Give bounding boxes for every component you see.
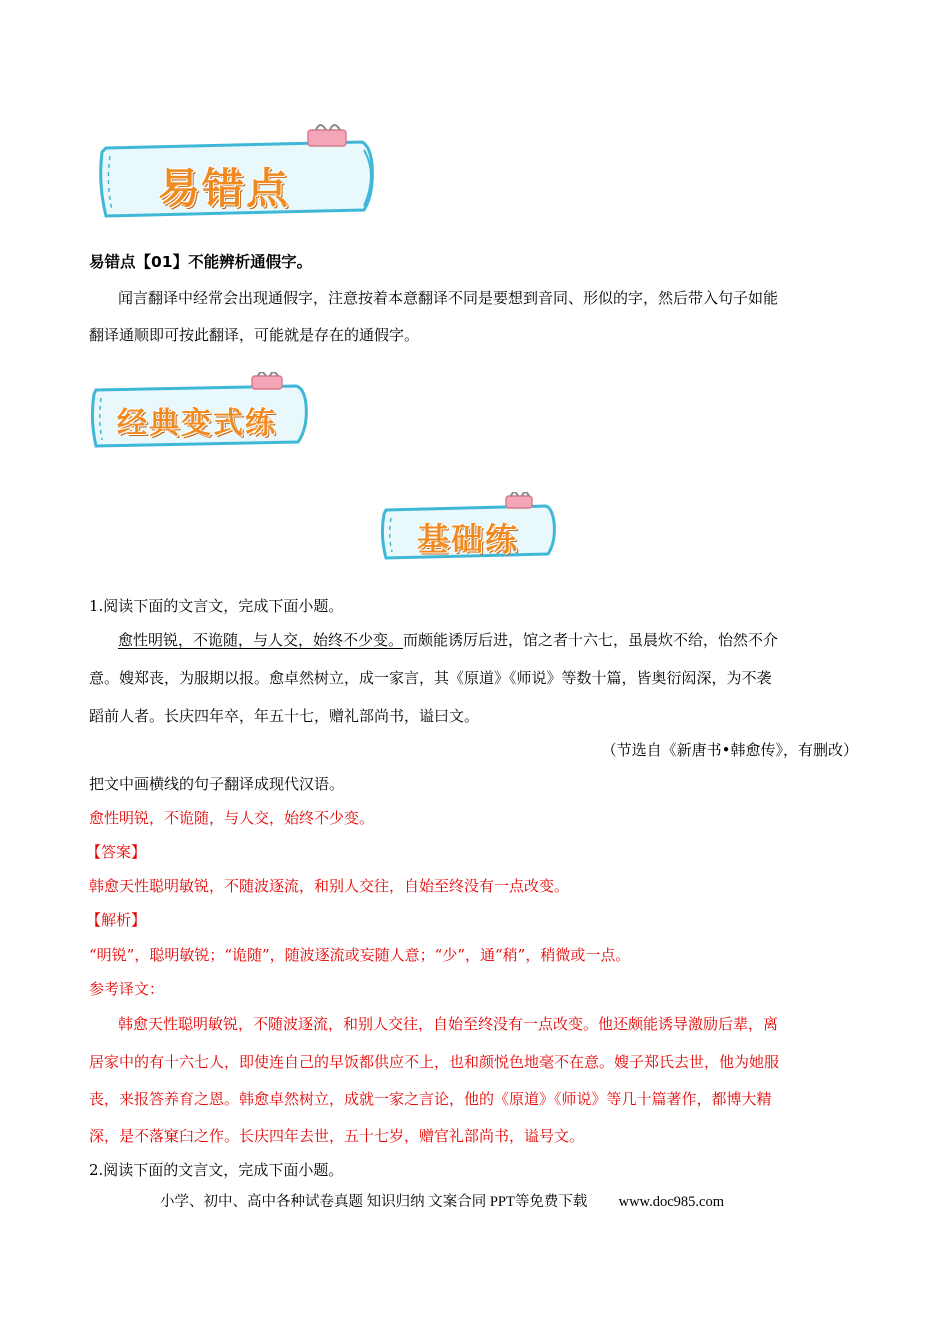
q1-answer: 韩愈天性聪明敏锐，不随波逐流，和别人交往，自始至终没有一点改变。	[89, 877, 570, 895]
mistake-point-title: 易错点【01】不能辨析通假字。	[89, 253, 313, 271]
footer-text: 小学、初中、高中各种试卷真题 知识归纳 文案合同 PPT等免费下载	[160, 1194, 588, 1210]
q1-prompt: 1.阅读下面的文言文，完成下面小题。	[89, 597, 344, 615]
q1-ref-line2: 居家中的有十六七人，即使连自己的早饭都供应不上，也和颜悦色地毫不在意。嫂子郑氏去世，他为她服	[89, 1053, 780, 1071]
q1-ref-line3: 丧，来报答养育之恩。韩愈卓然树立，成就一家之言论，他的《原道》《师说》等几十篇著作，都博大精	[89, 1090, 772, 1108]
banner-basic-label: 基础练	[416, 520, 519, 558]
mistake-point-para-line1: 闻言翻译中经常会出现通假字，注意按着本意翻译不同是要想到音同、形似的字，然后带入句子如能	[118, 289, 779, 307]
q1-ref-label: 参考译文：	[89, 980, 165, 998]
q1-passage-line3: 蹈前人者。长庆四年卒，年五十七，赠礼部尚书，谥曰文。	[89, 707, 480, 725]
q1-instruction: 把文中画横线的句子翻译成现代汉语。	[89, 775, 345, 793]
banner-mistakes	[92, 124, 384, 226]
banner-classic-label: 经典变式练	[117, 406, 277, 441]
q1-passage-line1-rest: 而颇能诱厉后进，馆之者十六七，虽晨炊不给，怡然不介	[403, 631, 779, 649]
q2-prompt: 2.阅读下面的文言文，完成下面小题。	[89, 1161, 344, 1179]
banner-classic	[86, 372, 312, 452]
q1-source: （节选自《新唐书•韩愈传》，有删改）	[601, 741, 858, 759]
q1-passage-line1	[118, 630, 778, 650]
q1-analysis-label: 【解析】	[86, 911, 147, 929]
mistake-point-para-line2: 翻译通顺即可按此翻译，可能就是存在的通假字。	[89, 326, 420, 344]
banner-basic	[376, 492, 560, 564]
footer-url-link[interactable]: www.doc985.com	[618, 1194, 724, 1210]
q1-underlined-sentence: 愈性明锐，不诡随，与人交，始终不少变。	[118, 631, 404, 649]
footer	[160, 1192, 724, 1212]
q1-passage-line2: 意。嫂郑丧，为服期以报。愈卓然树立，成一家言，其《原道》《师说》等数十篇，皆奥衍闳深，为不袭	[89, 669, 772, 687]
q1-sentence: 愈性明锐，不诡随，与人交，始终不少变。	[89, 809, 375, 827]
q1-analysis: “明锐”，聪明敏锐；“诡随”，随波逐流或妄随人意；“少”，通“稍”，稍微或一点。	[89, 946, 631, 964]
q1-ref-line4: 深，是不落窠臼之作。长庆四年去世，五十七岁，赠官礼部尚书，谥号文。	[89, 1127, 585, 1145]
banner-mistakes-label: 易错点	[157, 164, 290, 213]
q1-answer-label: 【答案】	[86, 843, 147, 861]
q1-ref-line1: 韩愈天性聪明敏锐，不随波逐流，和别人交往，自始至终没有一点改变。他还颇能诱导激励后辈，离	[118, 1015, 779, 1033]
